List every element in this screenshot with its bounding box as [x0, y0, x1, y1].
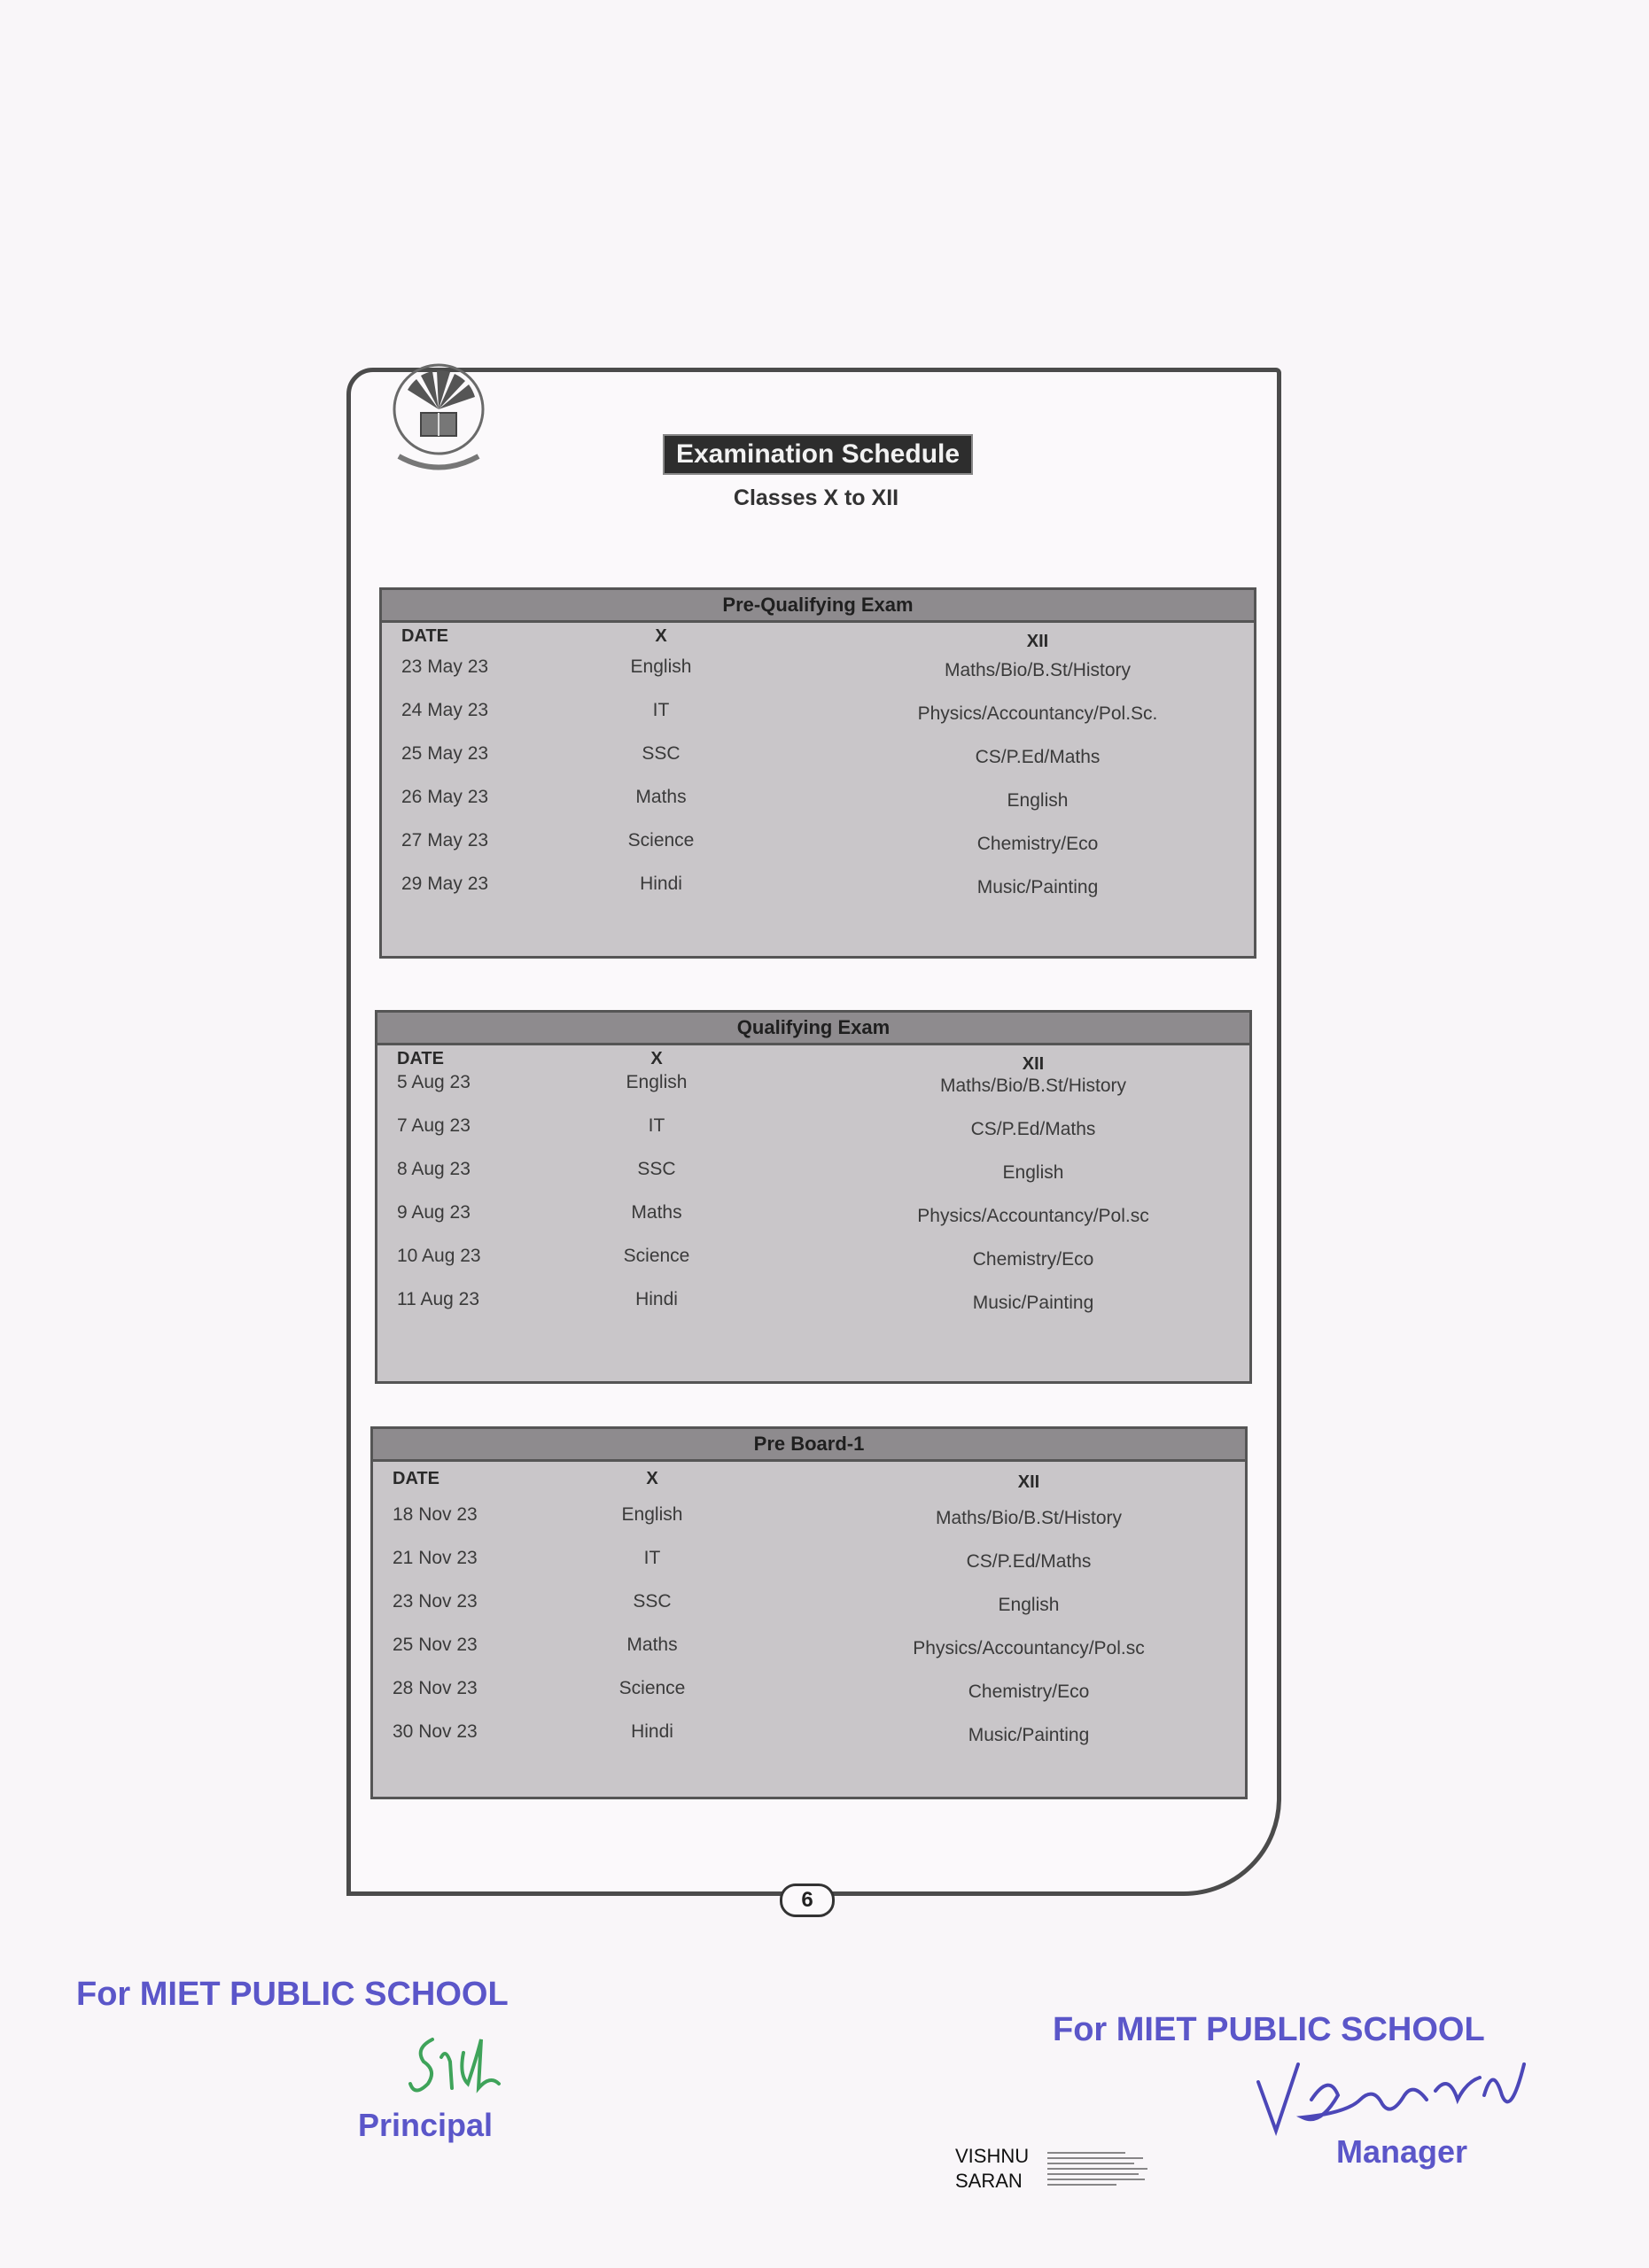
row-subject-xii: CS/P.Ed/Maths: [975, 747, 1101, 767]
digital-signature-name: [955, 2144, 1029, 2194]
page-subtitle: Classes X to XII: [733, 485, 899, 510]
row-date: 30 Nov 23: [393, 1721, 478, 1742]
row-subject-x: IT: [652, 700, 670, 720]
column-header-x: X: [646, 1469, 658, 1488]
row-date: 28 Nov 23: [393, 1678, 478, 1698]
digital-signature-line2: SARAN: [955, 2170, 1023, 2192]
schedule-table: [375, 1010, 1252, 1384]
row-date: 23 Nov 23: [393, 1591, 478, 1612]
row-date: 26 May 23: [401, 787, 489, 807]
row-subject-xii: Chemistry/Eco: [968, 1682, 1090, 1702]
row-subject-xii: Chemistry/Eco: [976, 834, 1099, 854]
row-date: 23 May 23: [401, 656, 489, 677]
row-subject-xii: Music/Painting: [968, 1725, 1090, 1745]
page-number: 6: [780, 1884, 835, 1917]
row-subject-xii: Chemistry/Eco: [972, 1249, 1094, 1270]
row-subject-x: SSC: [642, 743, 681, 764]
row-subject-x: English: [626, 1072, 688, 1092]
row-subject-xii: Physics/Accountancy/Pol.sc: [917, 1206, 1149, 1226]
row-subject-x: Science: [623, 1246, 690, 1266]
row-date: 10 Aug 23: [397, 1246, 481, 1266]
row-subject-x: Hindi: [635, 1289, 678, 1309]
column-header-xii: XII: [1022, 1054, 1045, 1074]
row-subject-xii: CS/P.Ed/Maths: [970, 1119, 1096, 1139]
row-subject-xii: Physics/Accountancy/Pol.sc: [913, 1638, 1145, 1658]
row-subject-x: IT: [648, 1115, 665, 1136]
row-subject-xii: English: [998, 1595, 1060, 1615]
row-subject-xii: English: [1002, 1162, 1064, 1183]
row-subject-xii: Music/Painting: [972, 1293, 1094, 1313]
row-subject-x: SSC: [633, 1591, 672, 1612]
row-subject-x: Hindi: [640, 874, 682, 894]
row-date: 24 May 23: [401, 700, 489, 720]
row-subject-x: Hindi: [631, 1721, 673, 1742]
column-header-date: DATE: [401, 626, 448, 646]
row-subject-x: Science: [627, 830, 695, 850]
row-subject-xii: Maths/Bio/B.St/History: [944, 660, 1132, 680]
row-subject-x: English: [630, 656, 692, 677]
school-logo-icon: [381, 354, 496, 487]
row-date: 27 May 23: [401, 830, 489, 850]
row-date: 29 May 23: [401, 874, 489, 894]
row-subject-xii: English: [1007, 790, 1069, 811]
schedule-table: [370, 1426, 1248, 1799]
schedule-table: [379, 587, 1256, 959]
row-subject-x: Maths: [631, 1202, 682, 1223]
principal-label: Principal: [358, 2107, 494, 2143]
manager-stamp-text: For MIET PUBLIC SCHOOL: [1053, 2011, 1485, 2048]
column-header-x: X: [655, 626, 667, 646]
row-date: 21 Nov 23: [393, 1548, 478, 1568]
column-header-date: DATE: [397, 1049, 444, 1068]
page-title: Examination Schedule: [663, 434, 973, 475]
row-date: 8 Aug 23: [397, 1159, 471, 1179]
row-date: 18 Nov 23: [393, 1504, 478, 1525]
principal-signature: [397, 2022, 521, 2110]
column-header-date: DATE: [393, 1469, 439, 1488]
row-date: 7 Aug 23: [397, 1115, 471, 1136]
section-title: Qualifying Exam: [377, 1013, 1249, 1045]
section-title: Pre Board-1: [373, 1429, 1245, 1462]
row-subject-x: IT: [643, 1548, 661, 1568]
row-subject-x: Maths: [626, 1635, 678, 1655]
digital-signature-details: [1046, 2148, 1152, 2192]
principal-stamp-text: For MIET PUBLIC SCHOOL: [76, 1976, 509, 2013]
section-title: Pre-Qualifying Exam: [382, 590, 1254, 623]
row-subject-xii: Physics/Accountancy/Pol.Sc.: [917, 703, 1158, 724]
row-subject-x: Maths: [635, 787, 687, 807]
column-header-xii: XII: [1017, 1472, 1040, 1492]
digital-signature-line1: VISHNU: [955, 2145, 1030, 2167]
row-date: 9 Aug 23: [397, 1202, 471, 1223]
manager-signature: [1249, 2047, 1551, 2144]
row-subject-x: Science: [618, 1678, 686, 1698]
column-header-x: X: [650, 1049, 663, 1068]
row-date: 11 Aug 23: [397, 1289, 480, 1309]
row-subject-xii: Maths/Bio/B.St/History: [935, 1508, 1123, 1528]
row-subject-x: SSC: [637, 1159, 676, 1179]
row-subject-xii: Maths/Bio/B.St/History: [939, 1076, 1127, 1096]
row-date: 25 May 23: [401, 743, 489, 764]
row-subject-x: English: [621, 1504, 683, 1525]
row-subject-xii: CS/P.Ed/Maths: [966, 1551, 1092, 1572]
row-date: 5 Aug 23: [397, 1072, 471, 1092]
row-date: 25 Nov 23: [393, 1635, 478, 1655]
manager-label: Manager: [1336, 2133, 1468, 2170]
row-subject-xii: Music/Painting: [976, 877, 1099, 897]
column-header-xii: XII: [1026, 632, 1049, 651]
